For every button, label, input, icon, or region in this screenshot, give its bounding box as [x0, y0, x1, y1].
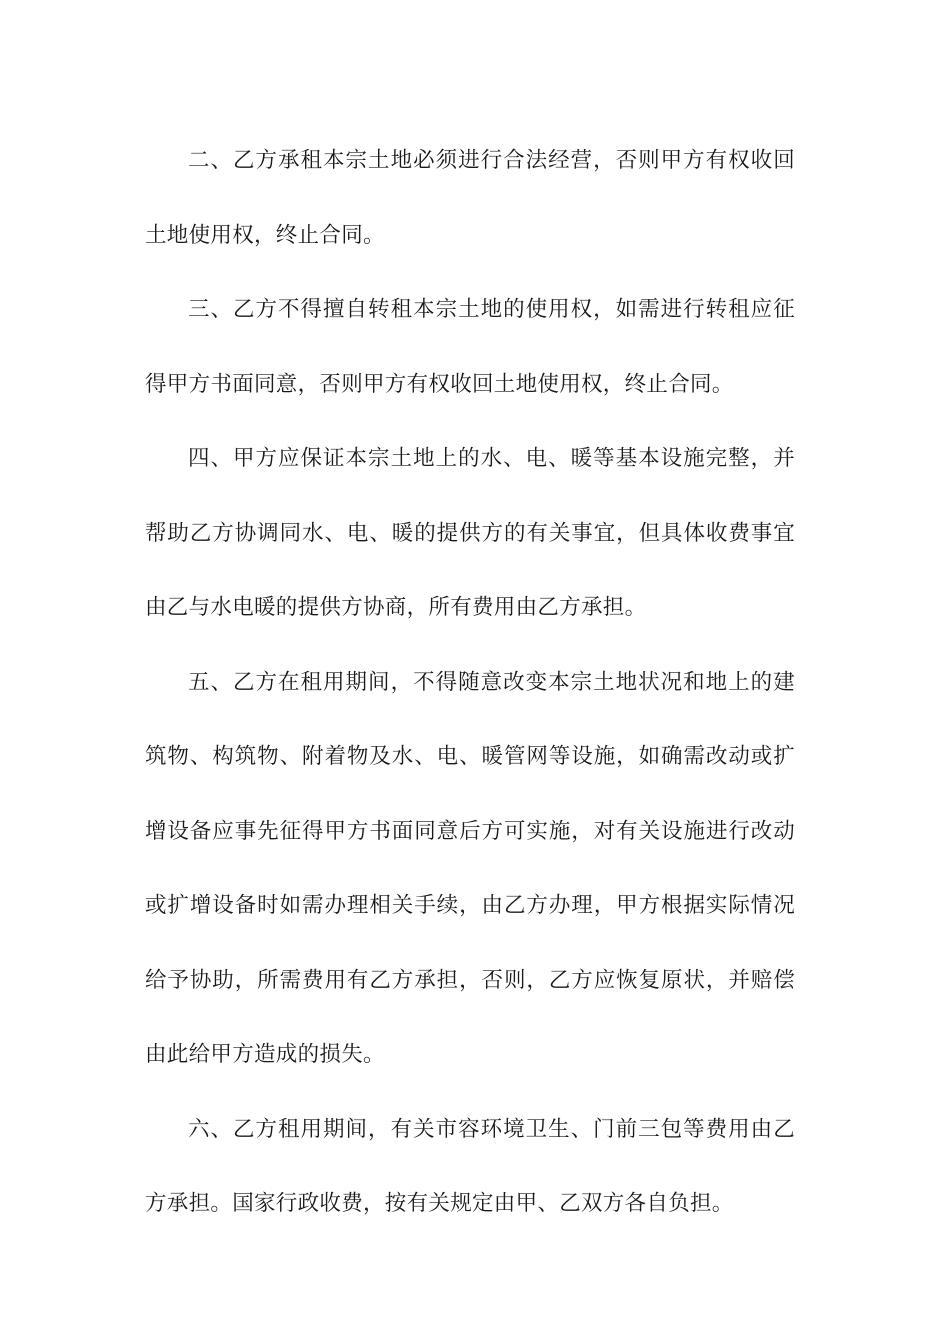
clause-2-paragraph: 二、乙方承租本宗土地必须进行合法经营，否则甲方有权收回土地使用权，终止合同。 — [145, 148, 795, 248]
clause-5-paragraph: 五、乙方在租用期间，不得随意改变本宗土地状况和地上的建筑物、构筑物、附着物及水、电、暖管网等设施，如确需改动或扩增设备应事先征得甲方书面同意后方可实施，对有关设施进行改动或扩增设备时如需办理相关手续，由乙方办理，甲方根据实际情况给予协助，所需费用有乙方承担，否则，乙方应恢复原状，并赔偿由此给甲方造成的损失。 — [145, 669, 795, 1067]
document-body — [145, 124, 795, 1242]
clause-4-paragraph: 四、甲方应保证本宗土地上的水、电、暖等基本设施完整，并帮助乙方协调同水、电、暖的提供方的有关事宜，但具体收费事宜由乙与水电暖的提供方协商，所有费用由乙方承担。 — [145, 446, 795, 620]
clause-3-paragraph: 三、乙方不得擅自转租本宗土地的使用权，如需进行转租应征得甲方书面同意，否则甲方有权收回土地使用权，终止合同。 — [145, 297, 795, 397]
clause-6-paragraph: 六、乙方租用期间，有关市容环境卫生、门前三包等费用由乙方承担。国家行政收费，按有关规定由甲、乙双方各自负担。 — [145, 1116, 795, 1216]
